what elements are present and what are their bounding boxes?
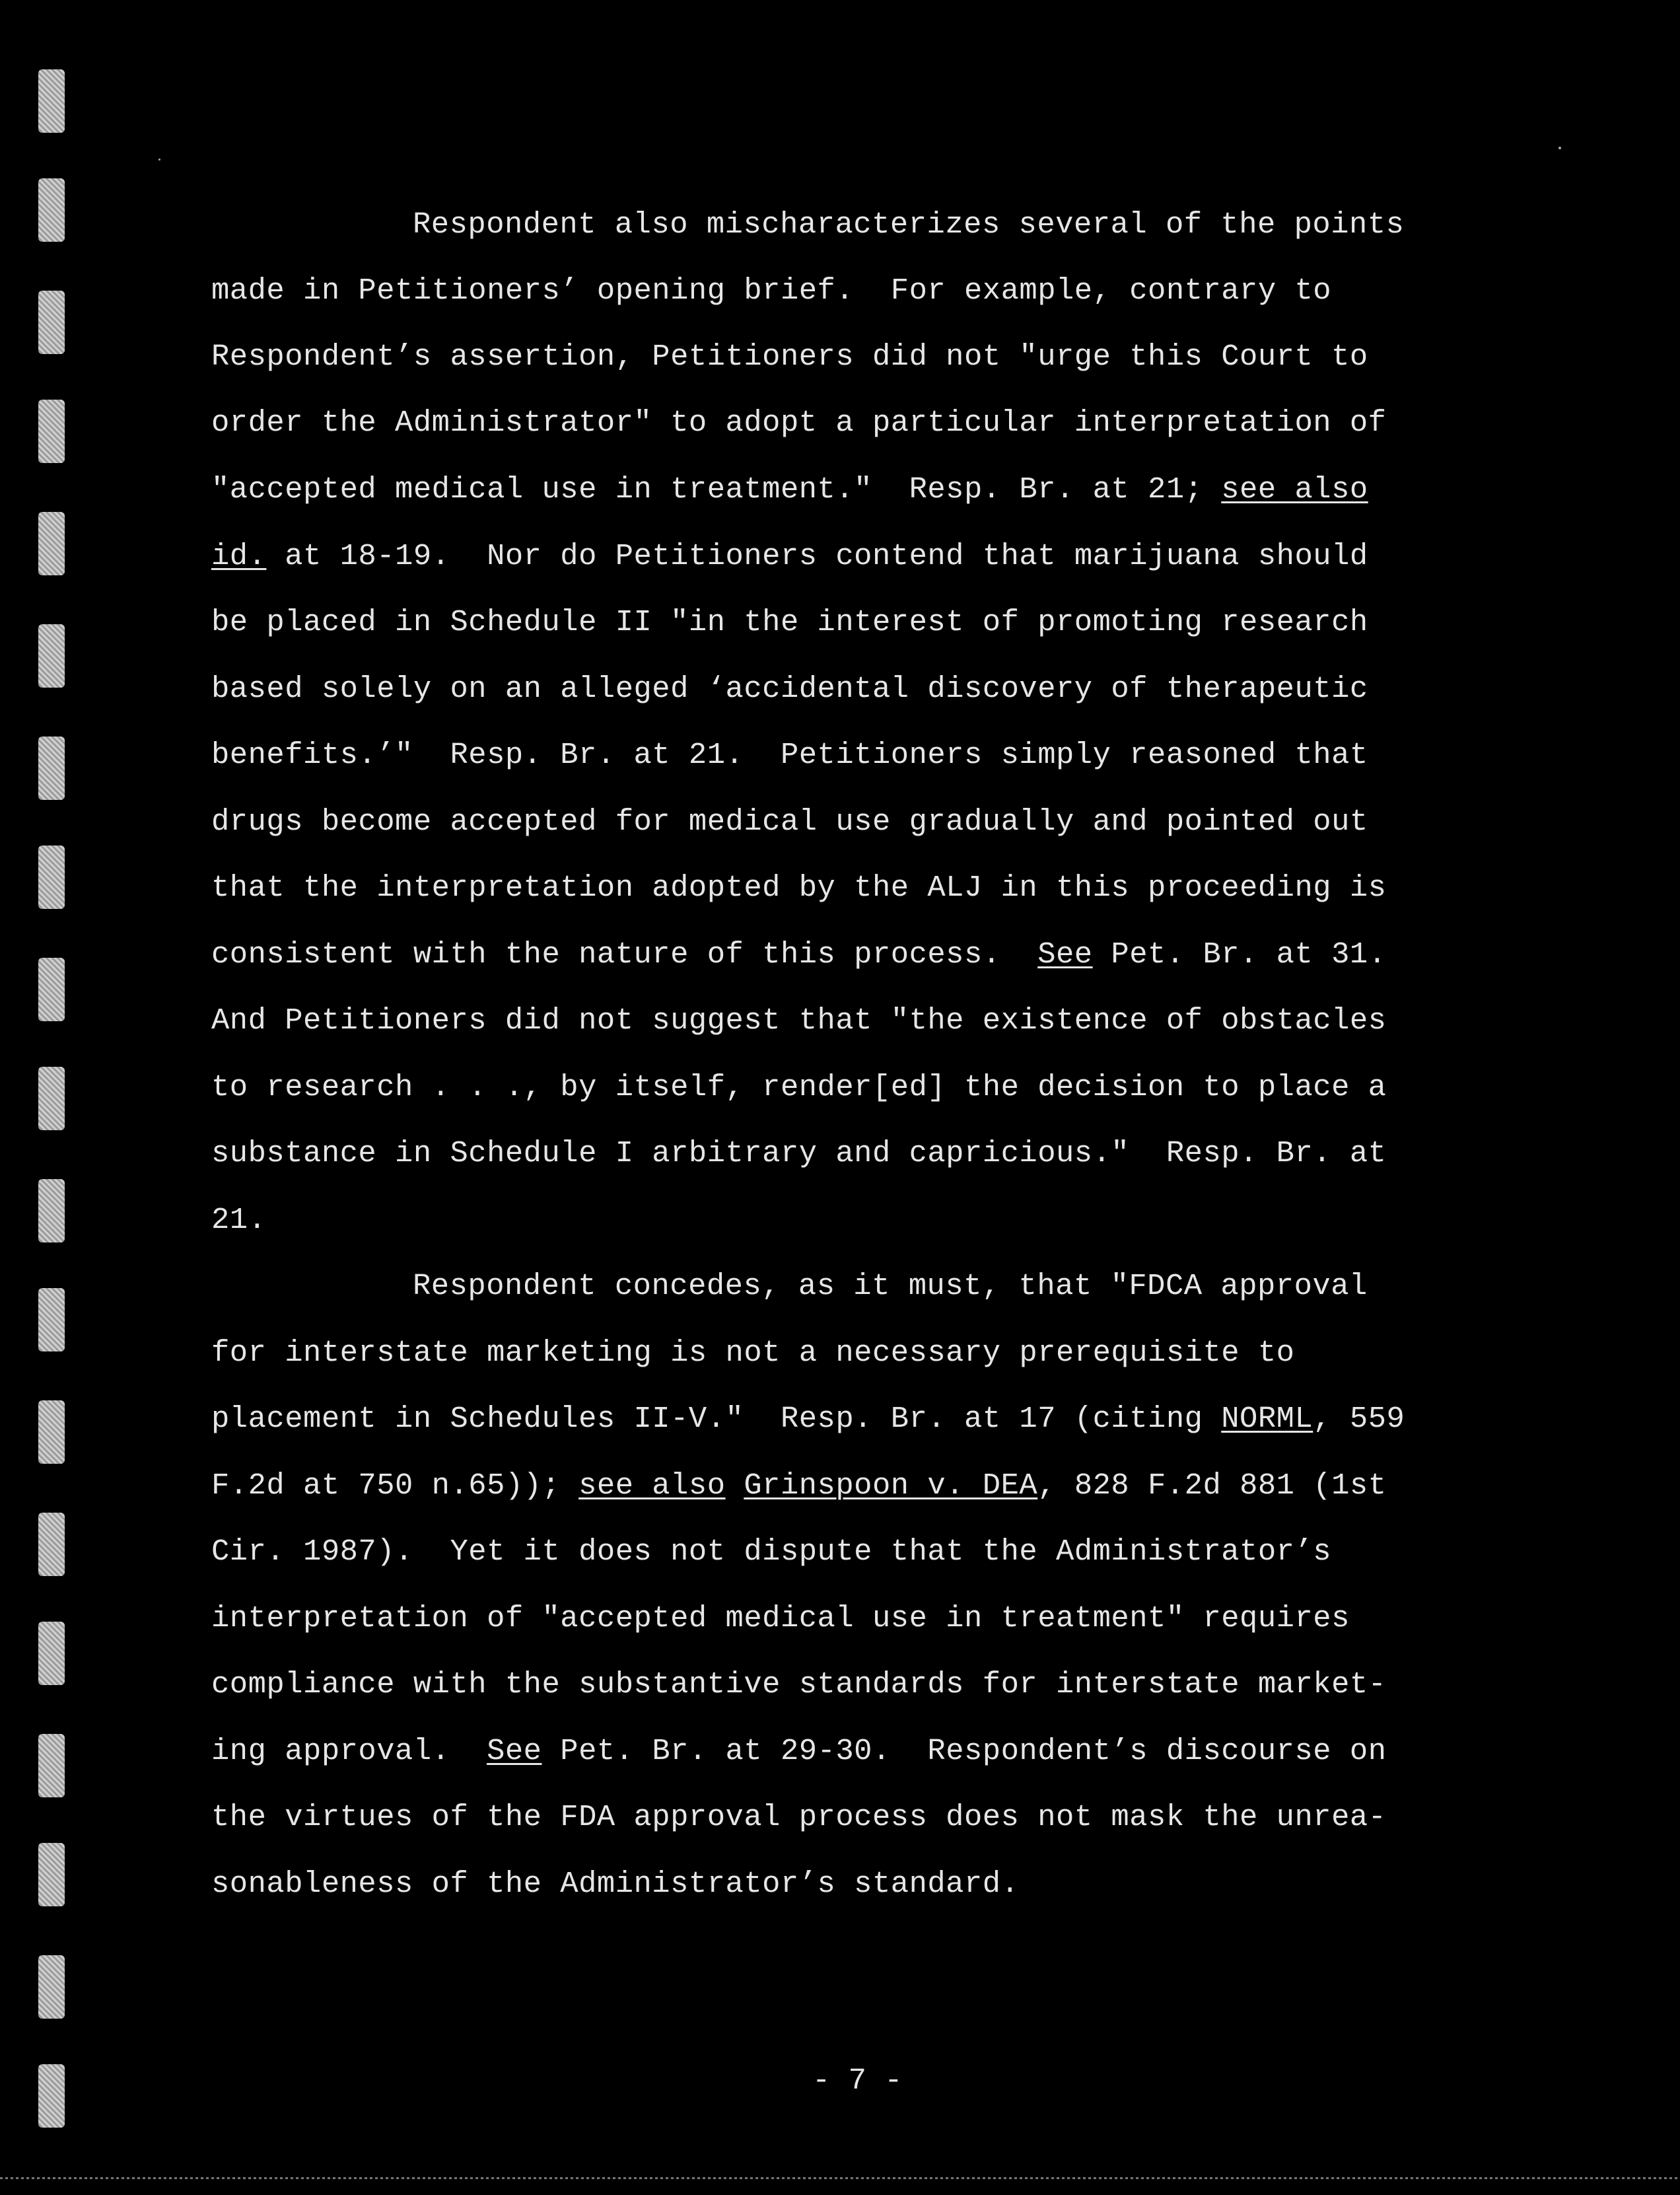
page-number: - 7 - [812,2064,903,2098]
binder-hole [38,2064,65,2128]
binder-hole [38,1513,65,1576]
text-line [211,1399,1405,1439]
text-line: substance in Schedule I arbitrary and capricious." Resp. Br. at [211,1136,1387,1170]
text-segment: F.2d at 750 n.65)); [211,1468,579,1503]
binder-hole [38,1288,65,1351]
text-line: for interstate marketing is not a necessary prerequisite to [211,1336,1295,1370]
scan-speck [1558,147,1561,149]
text-line: sonableness of the Administrator’s standard. [211,1867,1020,1901]
text-line: Respondent also mischaracterizes several of the points [413,207,1405,242]
text-segment: placement in Schedules II-V." Resp. Br. at 17 (citing [211,1402,1222,1436]
binder-hole [38,958,65,1021]
scan-speck [158,159,160,161]
text-segment [726,1468,744,1503]
binder-hole [38,1734,65,1797]
text-segment: "accepted medical use in treatment." Resp. Br. at 21; [211,472,1222,507]
text-segment: Pet. Br. at 31. [1092,937,1387,972]
text-line: drugs become accepted for medical use gradually and pointed out [211,805,1368,839]
text-segment: ing approval. [211,1734,487,1768]
binder-hole [38,1843,65,1906]
text-line: 21. [211,1203,267,1237]
binder-hole [38,1622,65,1685]
binder-hole [38,624,65,688]
text-line: Respondent’s assertion, Petitioners did not "urge this Court to [211,340,1368,374]
text-segment: Pet. Br. at 29-30. Respondent’s discourse on [542,1734,1387,1768]
citation-signal-see-also: see also [1221,472,1368,507]
text-line: to research . . ., by itself, render[ed] the decision to place a [211,1070,1387,1104]
text-line: be placed in Schedule II "in the interest of promoting research [211,605,1368,639]
text-segment: at 18-19. Nor do Petitioners contend that marijuana should [266,539,1368,573]
binder-hole-strip [38,0,71,2195]
binder-hole [38,400,65,463]
case-name-grinspoon: Grinspoon v. DEA [744,1468,1038,1503]
text-line: the virtues of the FDA approval process does not mask the unrea- [211,1800,1387,1834]
text-line: based solely on an alleged ‘accidental discovery of therapeutic [211,672,1368,706]
text-line: interpretation of "accepted medical use in treatment" requires [211,1601,1350,1636]
scan-edge-line [0,2177,1680,2179]
citation-signal-see-also: see also [578,1468,726,1503]
binder-hole [38,512,65,575]
text-line: order the Administrator" to adopt a particular interpretation of [211,406,1387,440]
text-line [211,470,1368,509]
citation-id: id. [211,539,267,573]
text-segment: consistent with the nature of this process. [211,937,1038,972]
text-line: Cir. 1987). Yet it does not dispute that the Administrator’s [211,1534,1332,1569]
citation-signal-see: See [487,1734,542,1768]
binder-hole [38,846,65,909]
text-line [211,536,1368,576]
binder-hole [38,737,65,800]
binder-hole [38,178,65,242]
text-line [211,1466,1387,1505]
binder-hole [38,1067,65,1130]
text-line: compliance with the substantive standards for interstate market- [211,1667,1387,1702]
text-segment: , 559 [1313,1402,1405,1436]
text-segment: , 828 F.2d 881 (1st [1037,1468,1387,1503]
text-line: benefits.’" Resp. Br. at 21. Petitioners simply reasoned that [211,738,1368,772]
text-line: Respondent concedes, as it must, that "FDCA approval [413,1269,1368,1303]
citation-signal-see: See [1037,937,1093,972]
binder-hole [38,69,65,133]
binder-hole [38,1955,65,2019]
binder-hole [38,1179,65,1242]
binder-hole [38,291,65,354]
text-line [211,935,1387,974]
text-line: that the interpretation adopted by the ALJ in this proceeding is [211,871,1387,905]
text-line: And Petitioners did not suggest that "the existence of obstacles [211,1003,1387,1038]
text-line [211,1731,1387,1771]
binder-hole [38,1400,65,1464]
text-line: made in Petitioners’ opening brief. For example, contrary to [211,273,1332,308]
case-name-normal: NORML [1221,1402,1313,1436]
